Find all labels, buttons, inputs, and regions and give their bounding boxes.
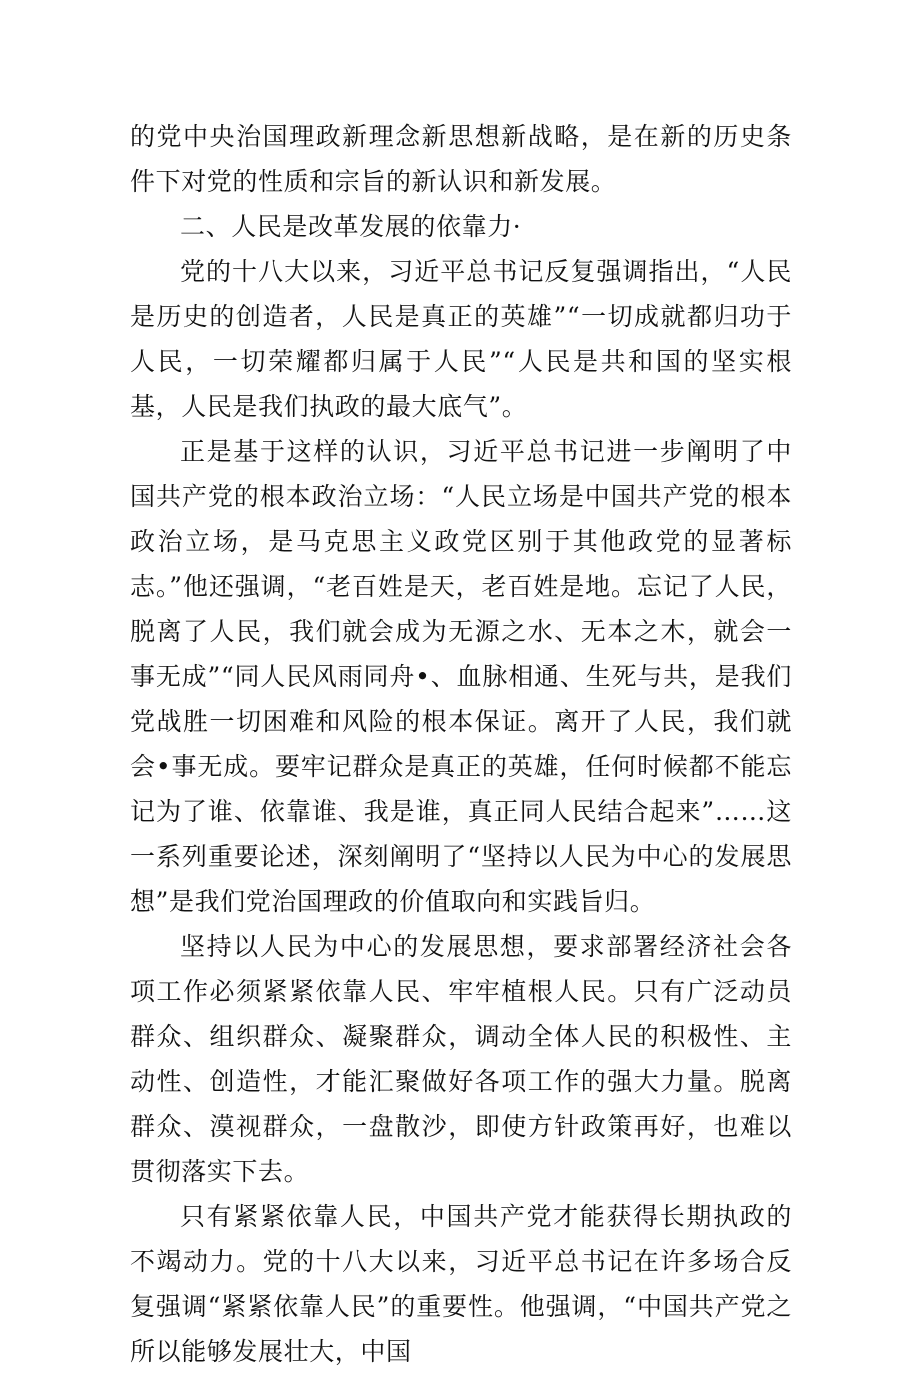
paragraph-rely-on-people: 只有紧紧依靠人民，中国共产党才能获得长期执政的不竭动力。党的十八大以来，习近平总书记在许多场合反复强调“紧紧依靠人民”的重要性。他强调，“中国共产党之所以能够发展壮大，中国 xyxy=(130,1202,792,1366)
paragraph-quotes-people: 党的十八大以来，习近平总书记反复强调指出，“人民是历史的创造者，人民是真正的英雄”“一切成就都归功于人民，一切荣耀都归属于人民”“人民是共和国的坚实根基，人民是我们执政的最大底气”。 xyxy=(130,257,792,421)
document-body xyxy=(130,114,792,1374)
paragraph-continuation: 的党中央治国理政新理念新思想新战略，是在新的历史条件下对党的性质和宗旨的新认识和新发展。 xyxy=(130,122,792,196)
paragraph-political-stance: 正是基于这样的认识，习近平总书记进一步阐明了中国共产党的根本政治立场：“人民立场是中国共产党的根本政治立场，是马克思主义政党区别于其他政党的显著标志。”他还强调，“老百姓是天，老百姓是地。忘记了人民，脱离了人民，我们就会成为无源之水、无本之木，就会一事无成”“同人民风雨同舟•、血脉相通、生死与共，是我们党战胜一切困难和风险的根本保证。离开了人民，我们就会•事无成。要牢记群众是真正的英雄，任何时候都不能忘记为了谁、依靠谁、我是谁，真正同人民结合起来”……这一系列重要论述，深刻阐明了“坚持以人民为中心的发展思想”是我们党治国理政的价值取向和实践旨归。 xyxy=(130,437,792,916)
paragraph-people-centered: 坚持以人民为中心的发展思想，要求部署经济社会各项工作必须紧紧依靠人民、牢牢植根人民。只有广泛动员群众、组织群众、凝聚群众，调动全体人民的积极性、主动性、创造性，才能汇聚做好各项工作的强大力量。脱离群众、漠视群众，一盘散沙，即使方针政策再好，也难以贯彻落实下去。 xyxy=(130,932,792,1186)
section-heading: 二、人民是改革发展的依靠力· xyxy=(180,212,522,241)
